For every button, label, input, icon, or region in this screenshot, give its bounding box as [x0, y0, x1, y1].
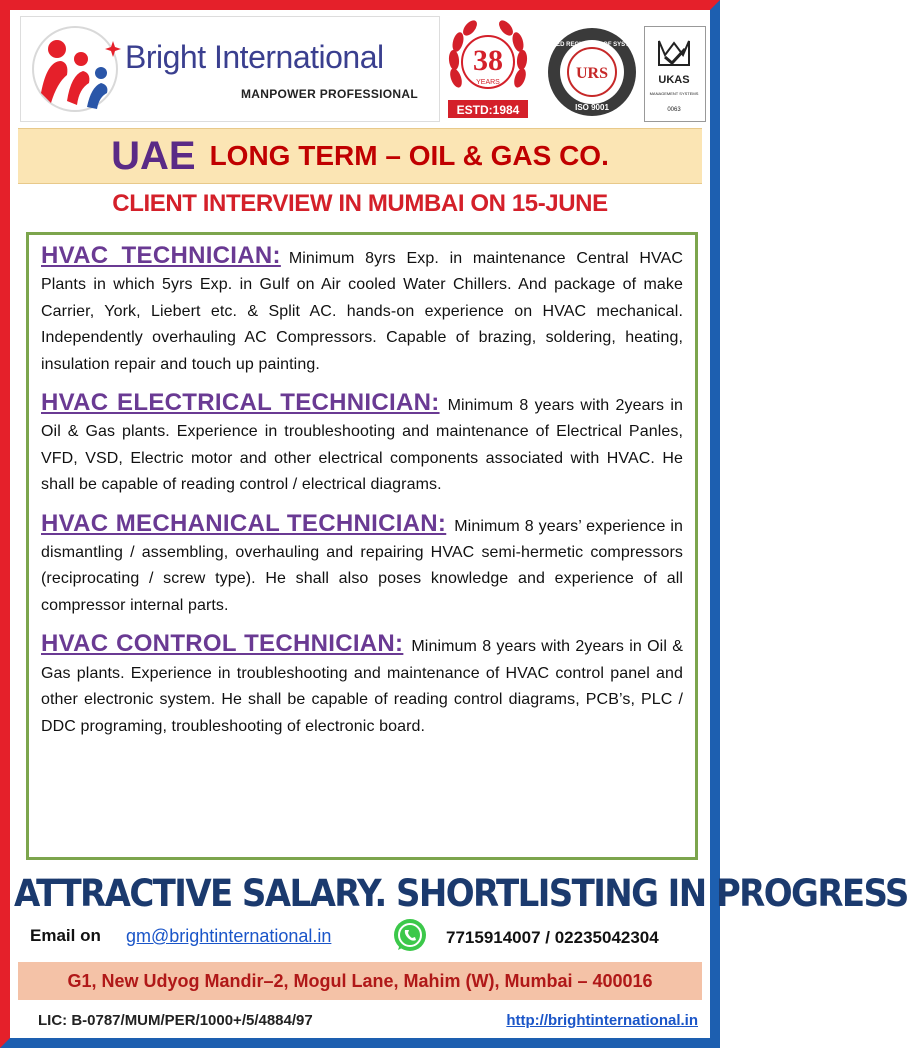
job-hvac-technician [41, 243, 683, 378]
license-number: LIC: B-0787/MUM/PER/1000+/5/4884/97 [38, 1012, 313, 1029]
ukas-sub: MANAGEMENT SYSTEMS [649, 91, 699, 96]
salary-cta: ATTRACTIVE SALARY. SHORTLISTING IN PROGRESS [14, 872, 908, 916]
ukas-badge [644, 26, 706, 122]
established-year: ESTD:1984 [456, 103, 520, 117]
job-hvac-control-technician [41, 631, 683, 740]
brand-name: Bright International [125, 39, 384, 75]
job-hvac-electrical-technician [41, 390, 683, 499]
urs-ring-text: UNITED REGISTRAR OF SYSTEMS [542, 42, 642, 48]
contact-row [30, 916, 710, 956]
ukas-code: 0063 [667, 107, 681, 113]
anniversary-word: YEARS [476, 79, 500, 86]
headline-country: UAE [111, 133, 196, 178]
ukas-crown-icon [645, 27, 703, 119]
anniversary-number: 38 [473, 44, 503, 77]
footer [38, 1008, 698, 1034]
headline-text: LONG TERM – OIL & GAS CO. [209, 140, 609, 171]
job-description: Minimum 8yrs Exp. in maintenance Central HVAC Plants in which 5yrs Exp. in Gulf on Air cooled Water Chillers. And package of make Carrier, York, Liebert etc. & Split AC. hands-on experience on HVAC mechanical. Independently overhauling AC Compressors. Capable of brazing, soldering, heating, insulation repair and touch up painting. [41, 250, 683, 373]
anniversary-badge [442, 18, 534, 122]
iso-certification-badge [542, 24, 642, 120]
people-logo-icon [27, 23, 123, 115]
brand-logo-box [20, 16, 440, 122]
poster [10, 10, 908, 1038]
website-link[interactable]: http://brightinternational.in [506, 1012, 698, 1029]
phone-numbers: 7715914007 / 02235042304 [446, 928, 659, 947]
job-description: Minimum 8 years with 2years in Oil & Gas plants. Experience in troubleshooting and maintenance of HVAC control panel and other electronic system. He shall be capable of reading control diagrams, PCB’s, PLC / DDC programing, troubleshooting of electronic board. [41, 638, 683, 735]
headline-band [18, 128, 702, 184]
office-address: G1, New Udyog Mandir–2, Mogul Lane, Mahim (W), Mumbai – 400016 [18, 962, 702, 1000]
whatsapp-icon [390, 916, 430, 956]
job-listings [26, 232, 698, 860]
job-description: Minimum 8 years with 2years in Oil & Gas plants. Experience in troubleshooting and maintenance of Electrical Panles, VFD, VSD, Electric motor and other electrical components associated with HVAC. He shall be capable of reading control / electrical diagrams. [41, 397, 683, 494]
job-title: HVAC TECHNICIAN: [41, 242, 281, 269]
ukas-label: UKAS [658, 74, 690, 86]
iso-text: ISO 9001 [575, 103, 609, 112]
brand-tagline: MANPOWER PROFESSIONAL [241, 87, 418, 101]
job-hvac-mechanical-technician [41, 511, 683, 620]
urs-text: URS [575, 65, 609, 82]
job-title: HVAC ELECTRICAL TECHNICIAN: [41, 389, 440, 417]
email-link[interactable]: gm@brightinternational.in [126, 926, 332, 946]
job-title: HVAC CONTROL TECHNICIAN: [41, 630, 404, 658]
job-title: HVAC MECHANICAL TECHNICIAN: [41, 509, 447, 537]
job-description: Minimum 8 years’ experience in dismantling / assembling, overhauling and repairing HVAC semi-hermetic compressors (reciprocating / screw type). He shall also poses knowledge and experience of all compressor internal parts. [41, 517, 683, 614]
interview-announcement: CLIENT INTERVIEW IN MUMBAI ON 15-JUNE [112, 190, 608, 217]
email-label: Email on [30, 926, 101, 945]
